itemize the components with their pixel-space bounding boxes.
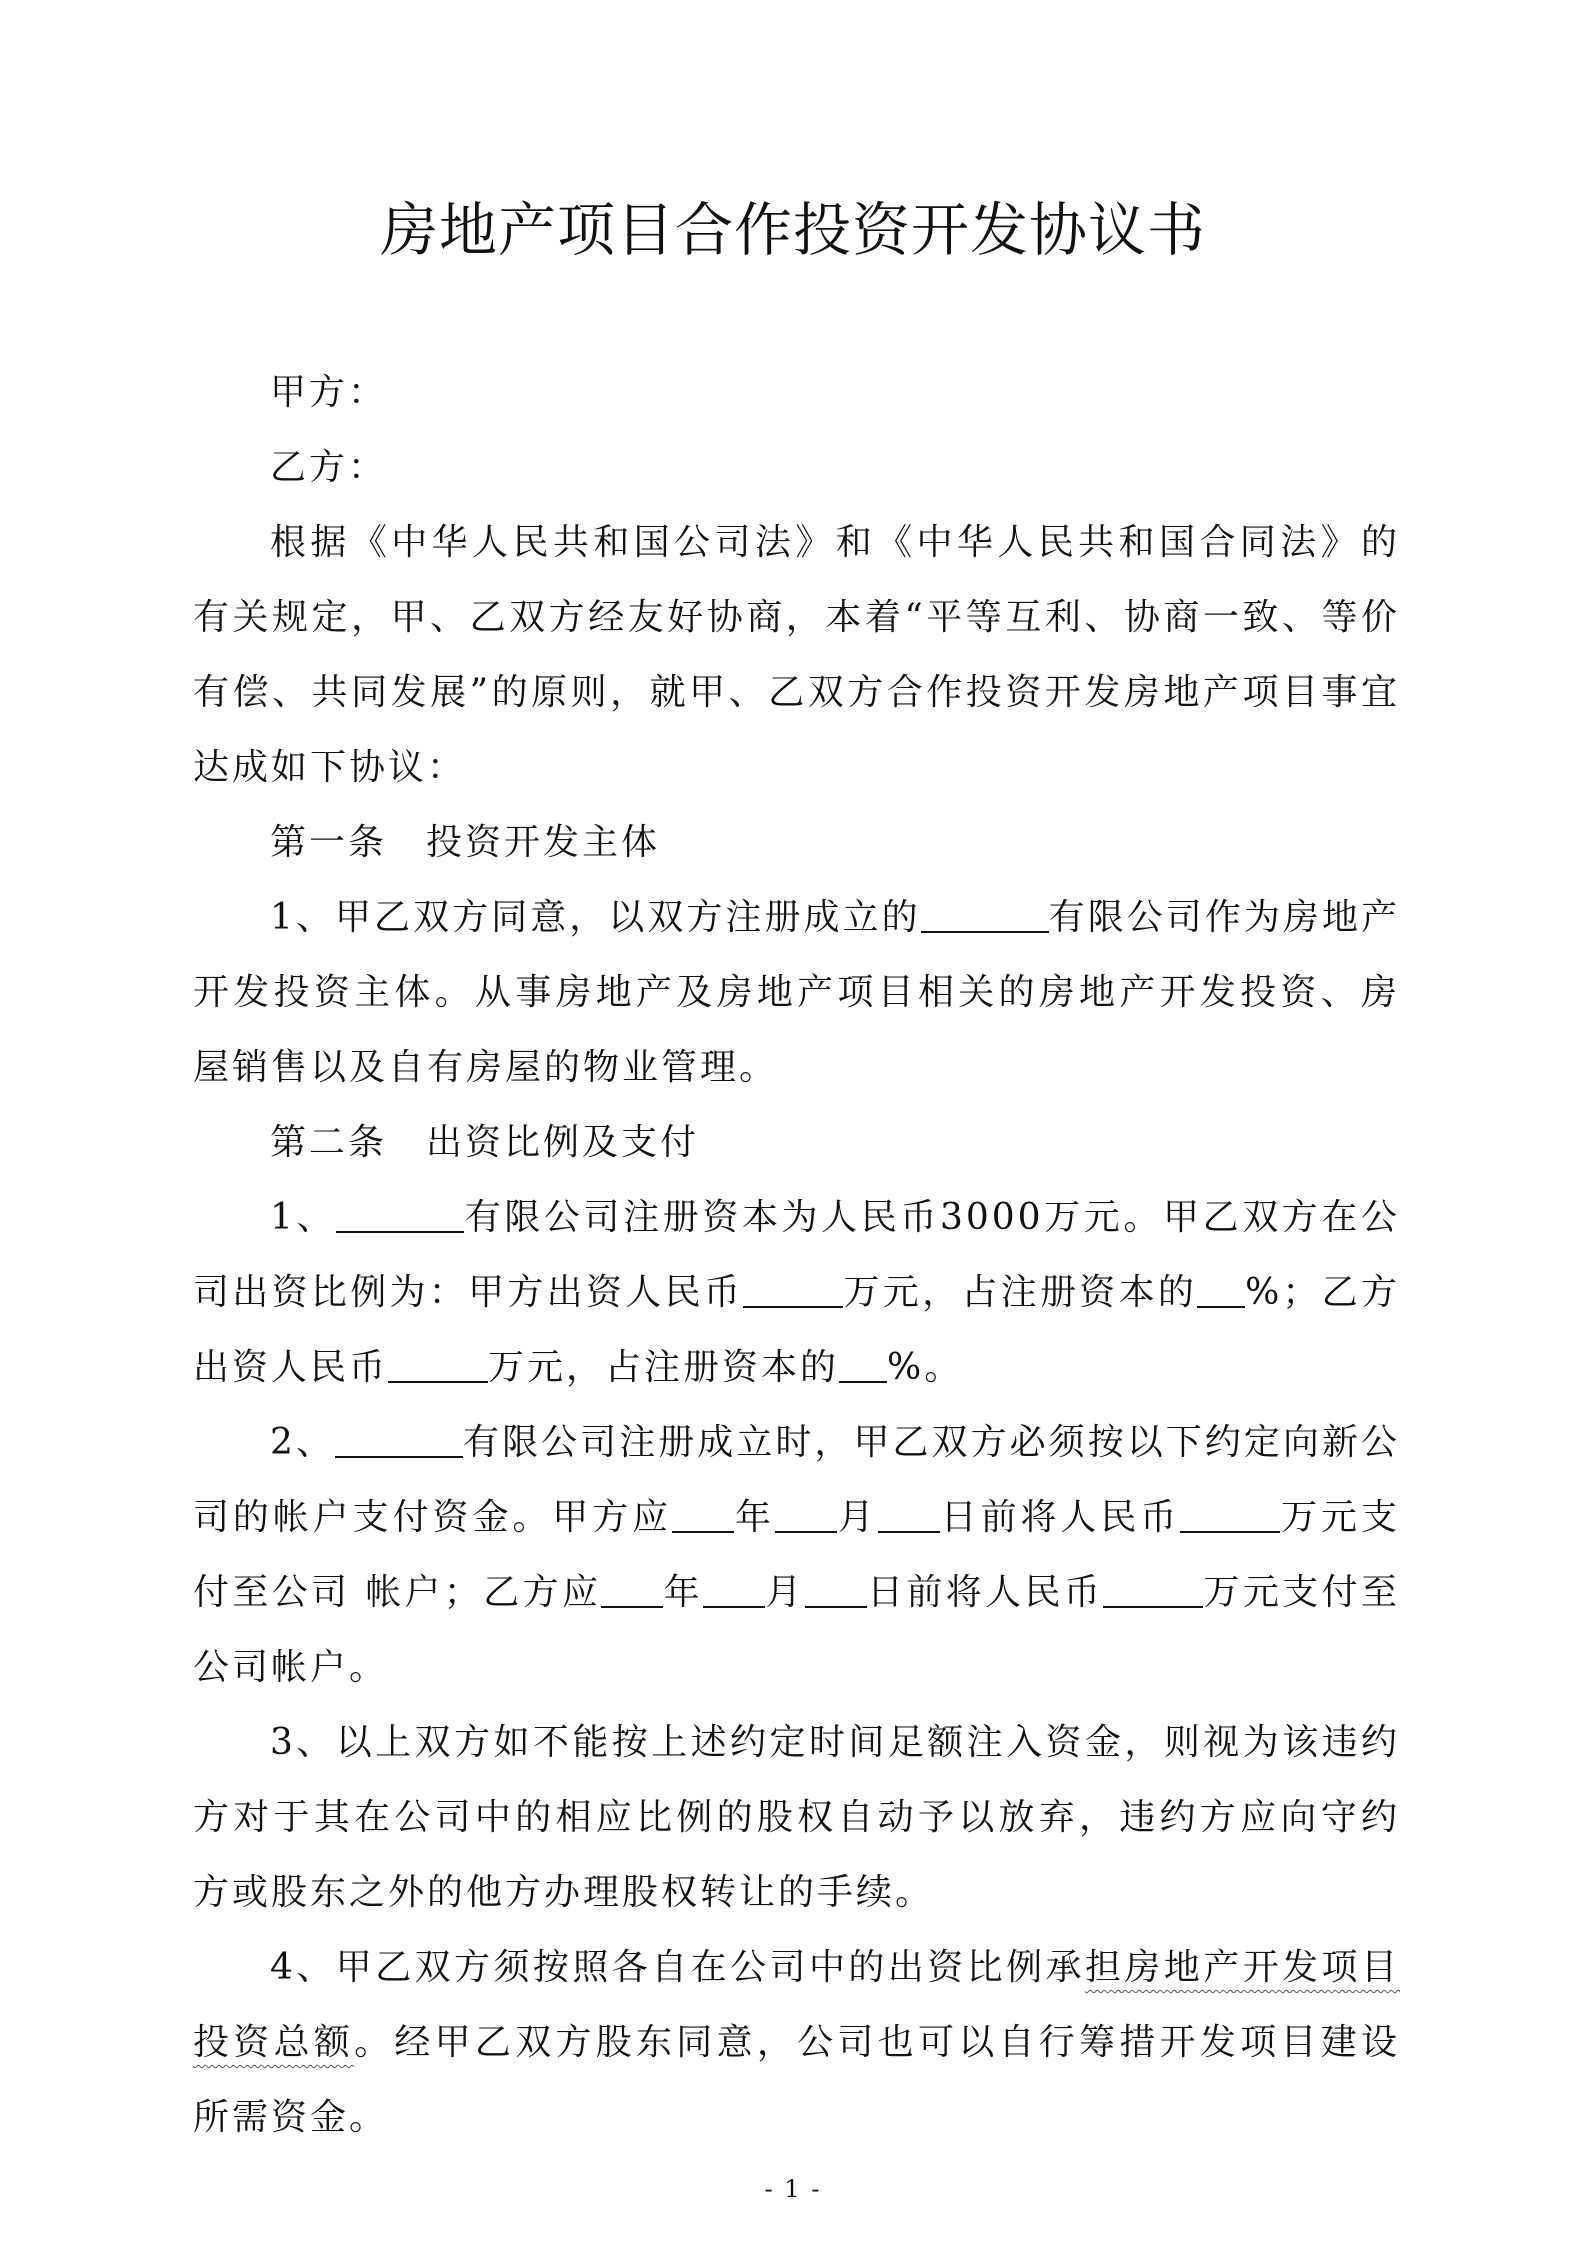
- clause-text: 有限公司注册资本为人民币3000万元。甲乙双方在公司出资比例为：甲方出资人民币: [193, 1197, 1401, 1313]
- clause-text: 万元，占注册资本的: [843, 1272, 1198, 1313]
- month-blank: [703, 1570, 765, 1608]
- clause-text: 万元支付至公司 帐户；乙方应: [193, 1497, 1400, 1613]
- percent-blank: [839, 1345, 887, 1383]
- document-title: 房地产项目合作投资开发协议书: [379, 196, 1206, 264]
- company-name-blank: [336, 1195, 464, 1233]
- article-2-clause-3: 3、以上双方如不能按上述约定时间足额注入资金，则视为该违约方对于其在公司中的相应比例的股权自动予以放弃，违约方应向守约方或股东之外的他方办理股权转让的手续。: [193, 1722, 1400, 1913]
- day-blank: [878, 1495, 940, 1533]
- document-body: [193, 355, 1400, 2155]
- clause-text: 有限公司注册成立时，甲乙双方必须按以下约定向新公司的帐户支付资金。甲方应: [193, 1422, 1400, 1538]
- clause-text: 万元支付至公司帐户。: [193, 1572, 1400, 1688]
- amount-blank: [388, 1345, 488, 1383]
- intro-paragraph: 根据《中华人民共和国公司法》和《中华人民共和国合同法》的有关规定，甲、乙双方经友好协商，本着“平等互利、协商一致、等价有偿、共同发展”的原则，就甲、乙双方合作投资开发房地产项目事宜达成如下协议：: [193, 522, 1400, 788]
- day-blank: [805, 1570, 867, 1608]
- clause-text: 有限公司作为房地产开发投资主体。从事房地产及房地产项目相关的房地产开发投资、房屋销售以及自有房屋的物业管理。: [193, 897, 1400, 1088]
- clause-text: 。经甲乙双方股东同意，公司也可以自行筹措开发项目建设所需资金。: [193, 2022, 1400, 2138]
- party-b-line: 乙方：: [270, 447, 388, 488]
- article-1-clause-1: [193, 880, 1400, 1105]
- amount-blank: [1180, 1495, 1280, 1533]
- page-number: - 1 -: [764, 2175, 822, 2203]
- party-a-line: 甲方：: [270, 372, 388, 413]
- month-blank: [775, 1495, 837, 1533]
- company-name-blank: [921, 895, 1049, 933]
- article-2-heading: 第二条 出资比例及支付: [270, 1122, 700, 1163]
- clause-text: 2、: [270, 1422, 335, 1463]
- clause-text: %。: [887, 1347, 964, 1388]
- spellcheck-underlined-text: 担房地产开发项目投资总额: [193, 1947, 1400, 2063]
- article-2-clause-1: [193, 1180, 1400, 1405]
- clause-text: 日前将人民币: [939, 1497, 1181, 1538]
- clause-text: 月: [765, 1572, 805, 1613]
- clause-text: 日前将人民币: [866, 1572, 1104, 1613]
- article-2-clause-2: [193, 1405, 1400, 1705]
- article-1-heading: 第一条 投资开发主体: [270, 822, 661, 863]
- year-blank: [601, 1570, 663, 1608]
- clause-text: 月: [836, 1497, 878, 1538]
- clause-text: 4、甲乙双方须按照各自在公司中的出资比例承: [270, 1947, 1085, 1988]
- amount-blank: [1103, 1570, 1203, 1608]
- clause-text: 年: [734, 1497, 775, 1538]
- clause-text: %；乙方出资人民币: [193, 1272, 1400, 1388]
- clause-text: 万元，占注册资本的: [488, 1347, 840, 1388]
- clause-text: 1、: [270, 1197, 337, 1238]
- amount-blank: [743, 1270, 843, 1308]
- article-2-clause-4: [193, 1930, 1400, 2155]
- year-blank: [672, 1495, 734, 1533]
- percent-blank: [1197, 1270, 1245, 1308]
- clause-text: 年: [663, 1572, 704, 1613]
- company-name-blank: [335, 1420, 463, 1458]
- clause-text: 1、甲乙双方同意，以双方注册成立的: [270, 897, 921, 938]
